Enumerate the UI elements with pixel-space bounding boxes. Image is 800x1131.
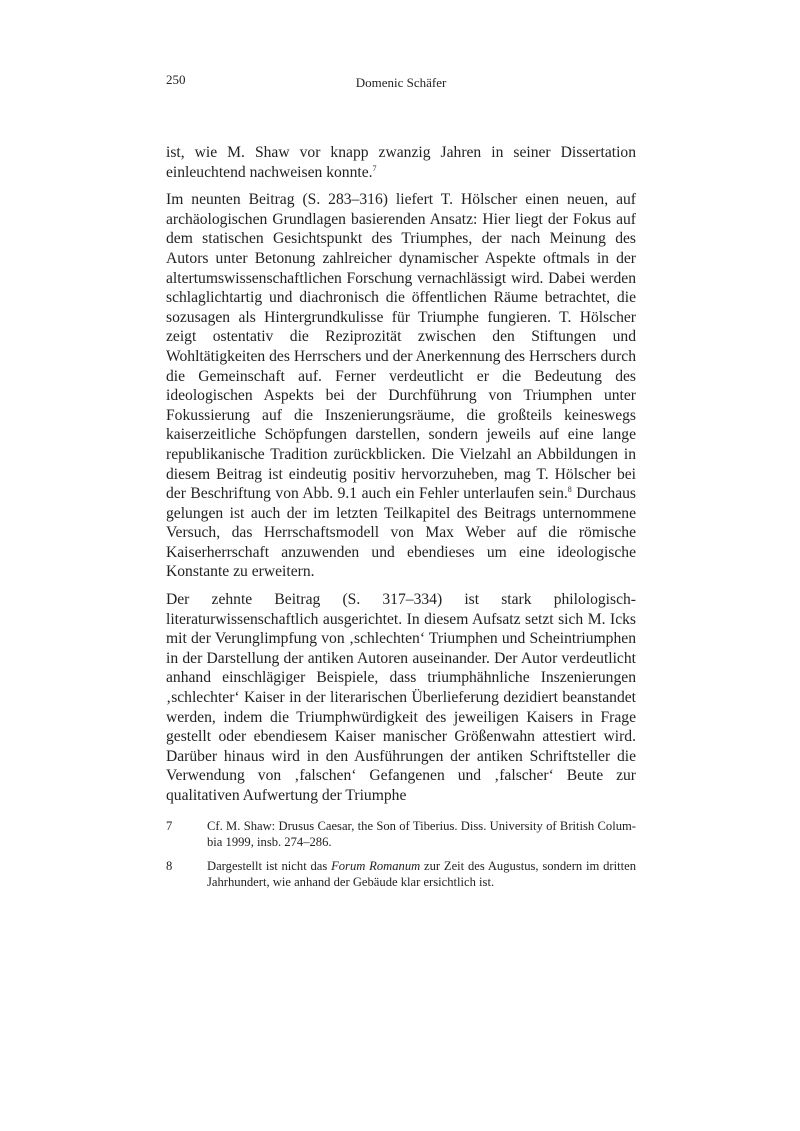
footnote-ref-7[interactable]: 7 [372, 163, 377, 173]
paragraph [166, 143, 636, 182]
body-text [166, 143, 636, 814]
footnote-text-part: zur Zeit des Augustus, sondern im dritten Jahrhundert, wie anhand der Gebäude klar ersichtlich ist. [207, 859, 636, 889]
footnote-7 [166, 818, 636, 850]
footnote-text-part: Dargestellt ist nicht das [207, 859, 332, 873]
footnote-text [207, 818, 636, 850]
paragraph-text: Durchaus gelungen ist auch der im letzten Teilkapitel des Beitrags unternommene Versuch, das Herrschaftsmodell von Max Weber auf die römische Kaiserherrschaft anzuwenden und ebendieses um eine ideologische Konstante zu erweitern. [166, 485, 637, 581]
footnote-number: 7 [166, 819, 173, 833]
running-head-author: Domenic Schäfer [355, 75, 447, 90]
footnote-number: 8 [166, 859, 173, 873]
page-header [166, 72, 636, 92]
footnote-italic-title: Forum Romanum [331, 859, 421, 873]
page-number: 250 [166, 72, 186, 87]
paragraph-text: ist, wie M. Shaw vor knapp zwanzig Jahren in seiner Dissertation einleuchtend nachweisen konnte. [166, 144, 636, 181]
footnotes [166, 818, 636, 898]
footnote-8 [166, 858, 636, 890]
footnote-text-part: Cf. M. Shaw: Drusus Caesar, the Son of Tiberius. Diss. University of British Columbia 1999, insb. 274–286. [207, 819, 636, 849]
paragraph-text: Der zehnte Beitrag (S. 317–334) ist stark philologisch-literaturwissenschaftlich ausgerichtet. In diesem Aufsatz setzt sich M. Icks mit der Verunglimpfung von ‚schlechten‘ Triumphen und Scheintriumphen in der Darstellung der antiken Autoren auseinander. Der Autor verdeutlicht anhand einschlägiger Beispiele, dass triumphähnliche Inszenierungen ‚schlechter‘ Kaiser in der literarischen Überlieferung dezidiert beanstandet werden, indem die Triumphwürdigkeit des jeweiligen Kaisers in Frage gestellt oder ebendiesem Kaiser manischer Größenwahn attestiert wird. Darüber hinaus wird in den Ausführungen der antiken Schriftsteller die Verwendung von ‚falschen‘ Gefangenen und ‚falscher‘ Beute zur qualitativen Aufwertung der Triumphe [166, 591, 636, 804]
paragraph [166, 590, 636, 806]
footnote-ref-8[interactable]: 8 [567, 485, 572, 495]
paragraph-text: Im neunten Beitrag (S. 283–316) liefert T. Hölscher einen neuen, auf archäologischen Grundlagen basierenden Ansatz: Hier liegt der Fokus auf dem statischen Gesichtspunkt des Triumphes, der nach Meinung des Autors unter Betonung zahlreicher dynamischer Aspekte oftmals in der altertumswissenschaftlichen Forschung vernachlässigt wird. Dabei werden schlaglichtartig und diachronisch die öffentlichen Räume betrachtet, die sozusagen als Hintergrundkulisse für Triumphe fungieren. T. Hölscher zeigt ostentativ die Reziprozität zwischen den Stiftungen und Wohltätigkeiten des Herrschers und der Anerkennung des Herrschers durch die Gemeinschaft auf. Ferner verdeutlicht er die Bedeutung des ideologischen Aspekts bei der Durchführung von Triumphen unter Fokussierung auf die Inszenierungsräume, die großteils keineswegs kaiserzeitliche Schöpfungen darstellen, sondern jeweils auf eine lange republikanische Tradition zurückblicken. Die Vielzahl an Abbildungen in diesem Beitrag ist eindeutig positiv hervorzuheben, mag T. Hölscher bei der Beschriftung von Abb. 9.1 auch ein Fehler unterlaufen sein. [166, 191, 636, 503]
footnote-text [207, 858, 636, 890]
paragraph [166, 190, 636, 582]
